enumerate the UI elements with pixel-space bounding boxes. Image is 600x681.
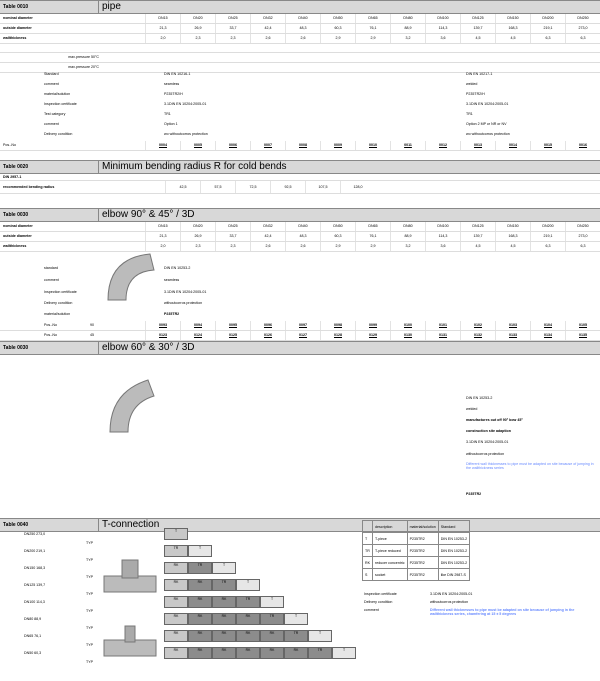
row-label: max.pressure 50°C	[68, 55, 99, 59]
tconn-cell: T	[188, 545, 212, 557]
e60-mat: P235TR2	[466, 492, 482, 496]
cell: 48,3	[285, 232, 320, 241]
cell: DN15	[145, 14, 180, 23]
legend-cell: like DIN 2987-S	[438, 569, 469, 581]
elbow-60-image	[98, 370, 162, 434]
label-45: 45	[90, 333, 94, 337]
legend-cell: P235TR2	[407, 533, 438, 545]
cell: DN50	[320, 14, 355, 23]
cell: DN65	[355, 222, 390, 231]
table-title: elbow 90° & 45° / 3D	[98, 209, 600, 221]
tconn-cell: RK	[188, 579, 212, 591]
cell: 273,0	[565, 232, 600, 241]
t40-comment: Different wall thicknesses to pipe must be adapted on site because of jumping in the wallthickness series, chamfering at 15 ± 5 degrees	[430, 608, 575, 616]
table-title: elbow 60° & 30° / 3D	[98, 342, 600, 354]
cell: 4,5	[495, 34, 530, 43]
legend-head: Standard	[438, 521, 469, 533]
cell: 57,5	[200, 181, 235, 193]
cell: 6,3	[530, 242, 565, 251]
cell: 0126	[250, 331, 285, 340]
cell: 0012	[425, 141, 460, 150]
radius-cells	[165, 181, 375, 193]
cell: 6,3	[565, 242, 600, 251]
table-number: Table 0040	[3, 522, 29, 528]
cell: 0095	[215, 321, 250, 330]
tconn-cell: RK	[164, 562, 188, 574]
cell: 0125	[215, 331, 250, 340]
tconn-cell: TR	[284, 630, 308, 642]
table-title: T-connection	[98, 519, 600, 531]
cell: DN80	[390, 14, 425, 23]
tconn-cell: RK	[260, 630, 284, 642]
pos-label: Pos.-No	[3, 143, 16, 147]
del-welded: wo withoutcorros protection	[466, 132, 510, 136]
tconn-cell: RK	[164, 647, 188, 659]
cell: 60,3	[320, 24, 355, 33]
cell: 2,3	[215, 242, 250, 251]
legend-cell: T-piece reduced	[373, 545, 408, 557]
tconn-cell: TR	[212, 579, 236, 591]
tconn-cell: RK	[260, 647, 284, 659]
tconn-cell: RK	[284, 647, 308, 659]
elbow-comment: seamless	[164, 278, 180, 282]
cell: DN125	[460, 14, 495, 23]
tconn-cell: TR	[236, 596, 260, 608]
cell: 0131	[425, 331, 460, 340]
cell: 0011	[390, 141, 425, 150]
tconn-cell: TR	[188, 562, 212, 574]
tconn-cell: RK	[164, 596, 188, 608]
material-seamless: P235TR2/H	[164, 92, 183, 96]
e60-note1: manufactures out off 90° bow 45°	[466, 418, 523, 422]
cell: 0010	[355, 141, 390, 150]
cell: DN40	[285, 222, 320, 231]
legend-cell: DIN EN 10253-2	[438, 545, 469, 557]
tconn-typ: TYP	[86, 541, 93, 545]
cell: 3,2	[390, 34, 425, 43]
cell: 168,3	[495, 232, 530, 241]
cell: 6,3	[565, 34, 600, 43]
std-seamless: DIN EN 10216-1	[164, 72, 191, 76]
cell: 0093	[145, 321, 180, 330]
cell: 0102	[460, 321, 495, 330]
field-label: Standard	[44, 72, 59, 76]
dn-cells	[145, 222, 600, 231]
cell: 3,2	[390, 242, 425, 251]
row-label: nominal diameter	[3, 224, 33, 228]
field-pos45: Pos.-No	[44, 333, 57, 337]
e60-insp: 3.1DIN EN 10204:2005-01	[466, 440, 509, 444]
legend-cell: P235TR2	[407, 557, 438, 569]
cell: DN100	[425, 222, 460, 231]
cell: DN15	[145, 222, 180, 231]
cell: 26,9	[180, 24, 215, 33]
cell: 0103	[495, 321, 530, 330]
cell: 42,4	[250, 24, 285, 33]
row-label: wallthickness	[3, 244, 27, 248]
e60-comment: welded	[466, 407, 478, 411]
cell: DN250	[565, 14, 600, 23]
del-seamless: wo withoutcorros protection	[164, 132, 208, 136]
table-0010	[0, 0, 600, 73]
t-piece-reduced-image	[98, 620, 162, 670]
cell: 128,0	[340, 181, 375, 193]
cell: DN150	[495, 14, 530, 23]
cell: 2,3	[180, 34, 215, 43]
dn-cells	[145, 14, 600, 23]
row-label: wallthickness	[3, 36, 27, 40]
field-insp: Inspection certificate	[44, 290, 77, 294]
elbow-mat: P235TR2	[164, 312, 180, 316]
table-number: Table 0020	[3, 164, 29, 170]
tc-seamless: TR1	[164, 112, 171, 116]
cell: DN80	[390, 222, 425, 231]
wt-cells	[145, 34, 600, 43]
cell: DN50	[320, 222, 355, 231]
cell: 42,4	[250, 232, 285, 241]
cell: 0013	[460, 141, 495, 150]
cell: 2,9	[320, 34, 355, 43]
tconn-dn: DN50 60,3	[24, 651, 42, 655]
tconn-cell: RK	[212, 647, 236, 659]
comment-seamless: seamless	[164, 82, 180, 86]
cell: 0014	[495, 141, 530, 150]
cell: DN100	[425, 14, 460, 23]
legend-cell: T	[363, 533, 373, 545]
cell: 3,6	[425, 34, 460, 43]
tconn-dn: DN250 273,0	[24, 532, 46, 536]
table-title: pipe	[98, 1, 600, 13]
std-label: DIN 2957-1	[3, 175, 22, 179]
cell: 273,0	[565, 24, 600, 33]
pos-cells	[145, 141, 600, 150]
od-cells	[145, 24, 600, 33]
std-welded: DIN EN 10217-1	[466, 72, 493, 76]
tconn-cell: RK	[188, 647, 212, 659]
legend-cell: T-piece	[373, 533, 408, 545]
cell: 139,7	[460, 232, 495, 241]
legend-cell: S	[363, 569, 373, 581]
cell: 0094	[180, 321, 215, 330]
legend-cell: reducer concentric	[373, 557, 408, 569]
field-label: material/solution	[44, 92, 71, 96]
cell: 0130	[390, 331, 425, 340]
cell: DN150	[495, 222, 530, 231]
cell: 0134	[530, 331, 565, 340]
cell: DN32	[250, 14, 285, 23]
cell: 219,1	[530, 24, 565, 33]
table-0040	[0, 518, 600, 532]
row-label: max.pressure 20°C	[68, 65, 99, 69]
tconn-cell: T	[308, 630, 332, 642]
cell: 0007	[250, 141, 285, 150]
e60-note2: construction site adaption	[466, 429, 511, 433]
table-title: Minimum bending radius R for cold bends	[98, 161, 600, 173]
t40-del: withoutcorros protection	[430, 600, 469, 604]
cell: DN20	[180, 222, 215, 231]
cell: 48,3	[285, 24, 320, 33]
row-label: outside diameter	[3, 26, 32, 30]
row-label: nominal diameter	[3, 16, 33, 20]
cell: 0133	[495, 331, 530, 340]
table-number: Table 0030	[3, 212, 29, 218]
cell: 2,9	[355, 34, 390, 43]
tconn-legend	[362, 520, 470, 581]
cell: 0124	[180, 331, 215, 340]
legend-cell: socket	[373, 569, 408, 581]
cell: 21,3	[145, 232, 180, 241]
opt-seamless: Option 1	[164, 122, 178, 126]
legend-cell: TR	[363, 545, 373, 557]
field-std: standard	[44, 266, 58, 270]
cell: 2,6	[285, 34, 320, 43]
comment-welded: welded	[466, 82, 478, 86]
cell: 33,7	[215, 24, 250, 33]
legend-cell: RK	[363, 557, 373, 569]
insp-welded: 3.1DIN EN 10204:2005-01	[466, 102, 509, 106]
cell: 0128	[320, 331, 355, 340]
cell: 0008	[285, 141, 320, 150]
cell: 0105	[565, 321, 600, 330]
t40-insp: 3.1DIN EN 10204:2005-01	[430, 592, 473, 596]
tconn-typ: TYP	[86, 592, 93, 596]
cell: 0004	[145, 141, 180, 150]
cell: 2,6	[250, 242, 285, 251]
legend-cell: DIN EN 10253-2	[438, 533, 469, 545]
cell: DN25	[215, 222, 250, 231]
cell: DN25	[215, 14, 250, 23]
tconn-dn: DN65 76,1	[24, 634, 42, 638]
legend-head: material/solution	[407, 521, 438, 533]
cell: 0005	[180, 141, 215, 150]
tconn-cell: T	[284, 613, 308, 625]
opt-welded: Option 2 MP or NR or NV	[466, 122, 507, 126]
cell: 26,9	[180, 232, 215, 241]
cell: 76,1	[355, 232, 390, 241]
cell: 6,3	[530, 34, 565, 43]
cell: 2,3	[215, 34, 250, 43]
cell: 0096	[250, 321, 285, 330]
cell: DN40	[285, 14, 320, 23]
cell: 2,0	[145, 242, 180, 251]
tconn-cell: RK	[164, 630, 188, 642]
tconn-dn: DN200 219,1	[24, 549, 46, 553]
cell: 92,5	[270, 181, 305, 193]
tconn-cell: RK	[236, 613, 260, 625]
tconn-cell: RK	[236, 630, 260, 642]
tconn-cell: TR	[260, 613, 284, 625]
t-piece-image	[98, 556, 162, 606]
tconn-dn: DN150 168,3	[24, 566, 46, 570]
tconn-cell: T	[260, 596, 284, 608]
elbow-90-image	[98, 240, 162, 304]
t40-field-cmt: comment	[364, 608, 379, 612]
tconn-cell: TR	[308, 647, 332, 659]
cell: 114,3	[425, 24, 460, 33]
cell: 4,5	[460, 34, 495, 43]
cell: 0097	[285, 321, 320, 330]
cell: DN125	[460, 222, 495, 231]
tconn-cell: T	[212, 562, 236, 574]
tconn-cell: TR	[164, 545, 188, 557]
tconn-cell: RK	[188, 630, 212, 642]
cell: 2,9	[355, 242, 390, 251]
table-0030	[0, 208, 600, 252]
cell: 139,7	[460, 24, 495, 33]
pos90-cells	[145, 321, 600, 330]
tconn-cell: RK	[188, 596, 212, 608]
tconn-typ: TYP	[86, 609, 93, 613]
insp-seamless: 3.1DIN EN 10204:2005-01	[164, 102, 207, 106]
elbow-del: withoutcorros protection	[164, 301, 203, 305]
tconn-typ: TYP	[86, 558, 93, 562]
field-label: comment	[44, 82, 59, 86]
tconn-cell: RK	[212, 613, 236, 625]
cell: 42,5	[165, 181, 200, 193]
field-comment: comment	[44, 278, 59, 282]
cell: 0101	[425, 321, 460, 330]
cell: DN65	[355, 14, 390, 23]
cell: 60,3	[320, 232, 355, 241]
tconn-dn: DN80 88,9	[24, 617, 42, 621]
cell: 2,9	[320, 242, 355, 251]
cell: 0127	[285, 331, 320, 340]
row-label: outside diameter	[3, 234, 32, 238]
legend-head: description	[373, 521, 408, 533]
tconn-typ: TYP	[86, 626, 93, 630]
field-label: Delivery condition	[44, 132, 73, 136]
cell: 0099	[355, 321, 390, 330]
cell: DN200	[530, 222, 565, 231]
cell: 0006	[215, 141, 250, 150]
cell: 0098	[320, 321, 355, 330]
field-label: comment	[44, 122, 59, 126]
cell: 168,3	[495, 24, 530, 33]
cell: 2,6	[285, 242, 320, 251]
field-label: Test category	[44, 112, 66, 116]
cell: 114,3	[425, 232, 460, 241]
cell: 3,6	[425, 242, 460, 251]
cell: 0132	[460, 331, 495, 340]
field-del: Delivery condition	[44, 301, 73, 305]
cell: 2,6	[250, 34, 285, 43]
cell: 33,7	[215, 232, 250, 241]
tconn-typ: TYP	[86, 660, 93, 664]
legend-cell: P235TR2	[407, 569, 438, 581]
e60-warning: Different wall thicknesses to pipe must be adapted on site because of jumping in the wallthickness series	[466, 462, 594, 470]
cell: 0129	[355, 331, 390, 340]
tconn-dn: DN125 139,7	[24, 583, 46, 587]
cell: DN250	[565, 222, 600, 231]
cell: 0123	[145, 331, 180, 340]
tconn-cell: RK	[188, 613, 212, 625]
tconn-cell: T	[164, 528, 188, 540]
e60-del: withoutcorros protection	[466, 452, 505, 456]
cell: 0104	[530, 321, 565, 330]
tconn-cell: RK	[164, 579, 188, 591]
cell: 76,1	[355, 24, 390, 33]
cell: 72,5	[235, 181, 270, 193]
cell: 2,0	[145, 34, 180, 43]
legend-cell: P235TR2	[407, 545, 438, 557]
t40-field-insp: Inspection certificate	[364, 592, 397, 596]
tc-welded: TR1	[466, 112, 473, 116]
tconn-cell: RK	[212, 630, 236, 642]
t40-field-del: Delivery condition	[364, 600, 393, 604]
tconn-typ: TYP	[86, 643, 93, 647]
cell: 0016	[565, 141, 600, 150]
cell: 88,9	[390, 24, 425, 33]
cell: DN20	[180, 14, 215, 23]
tconn-dn: DN100 114,3	[24, 600, 45, 604]
cell: 2,3	[180, 242, 215, 251]
cell: 4,5	[460, 242, 495, 251]
table-0020	[0, 160, 600, 194]
elbow-insp: 3.1DIN EN 10204:2005-01	[164, 290, 207, 294]
tconn-cell: T	[332, 647, 356, 659]
e60-std: DIN EN 10253-2	[466, 396, 493, 400]
table-0031	[0, 341, 600, 355]
wt-cells	[145, 242, 600, 251]
cell: DN32	[250, 222, 285, 231]
cell: 107,5	[305, 181, 340, 193]
pos45-cells	[145, 331, 600, 340]
cell: 219,1	[530, 232, 565, 241]
tconn-cell: RK	[212, 596, 236, 608]
cell: 0015	[530, 141, 565, 150]
cell: 0135	[565, 331, 600, 340]
tconn-cell: RK	[164, 613, 188, 625]
elbow-std: DIN EN 10253-2	[164, 266, 191, 270]
tconn-typ: TYP	[86, 575, 93, 579]
field-pos90: Pos.-No	[44, 323, 57, 327]
label-90: 90	[90, 323, 94, 327]
table-number: Table 0010	[3, 4, 29, 10]
material-welded: P235TR2/H	[466, 92, 485, 96]
table-number: Table 0030	[3, 345, 29, 351]
cell: 21,3	[145, 24, 180, 33]
field-label: Inspection certificate	[44, 102, 77, 106]
cell: 0100	[390, 321, 425, 330]
tconn-cell: T	[236, 579, 260, 591]
od-cells	[145, 232, 600, 241]
legend-cell: DIN EN 10253-2	[438, 557, 469, 569]
cell: 0009	[320, 141, 355, 150]
cell: 4,5	[495, 242, 530, 251]
radius-label: recommended bending radius	[3, 185, 55, 189]
tconn-cell: RK	[236, 647, 260, 659]
cell: 88,9	[390, 232, 425, 241]
cell: DN200	[530, 14, 565, 23]
field-mat: material/solution	[44, 312, 71, 316]
